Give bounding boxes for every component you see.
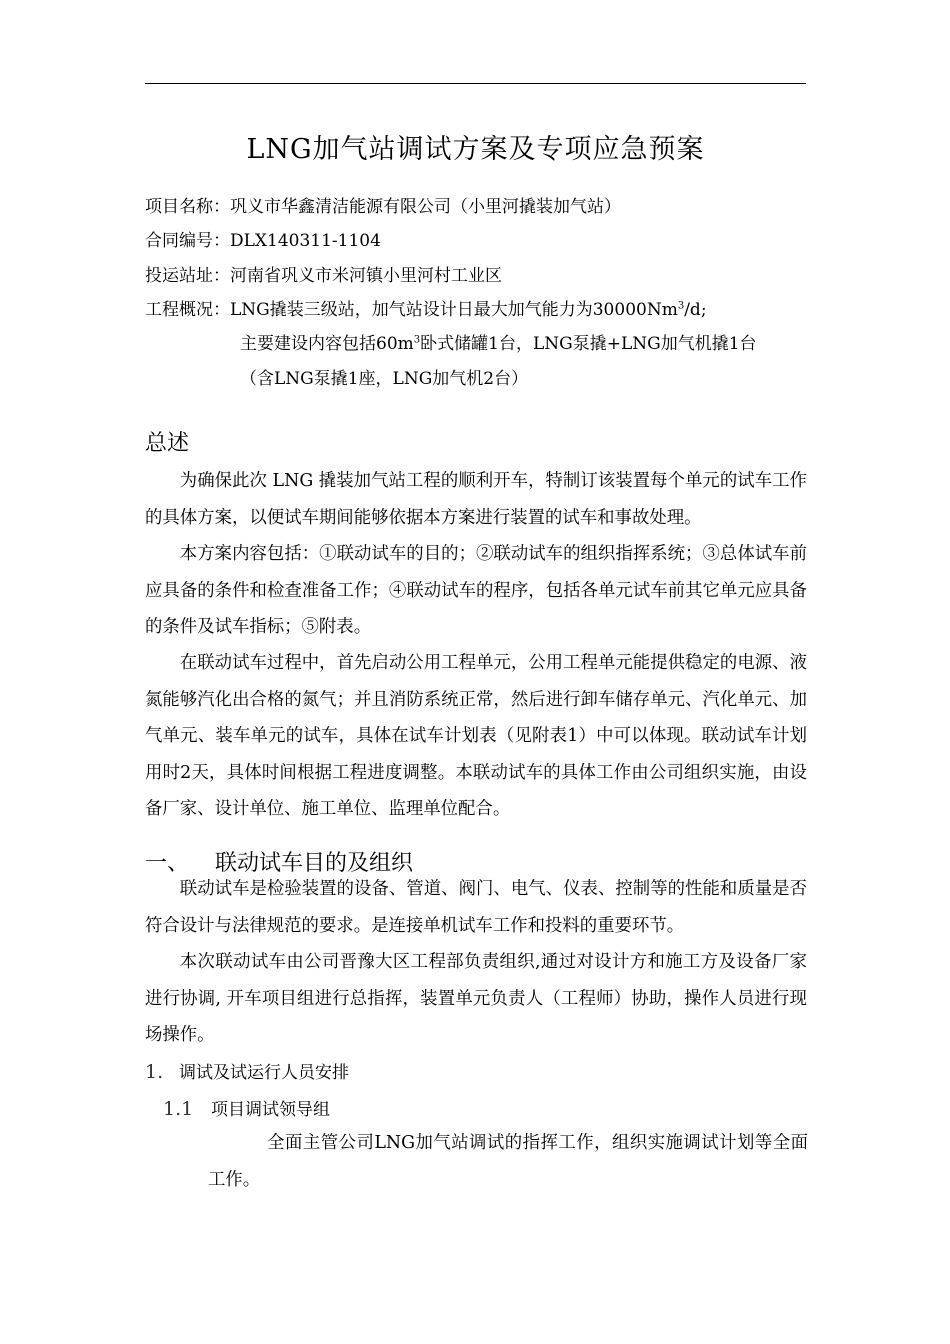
summary-paragraph-2: 本方案内容包括：①联动试车的目的；②联动试车的组织指挥系统；③总体试车前应具备的条件和检查准备工作；④联动试车的程序，包括各单元试车前其它单元应具备的条件及试车指标；⑤附表。 — [145, 544, 807, 638]
overview-line-3: （含LNG泵撬1座，LNG加气机2台） — [240, 369, 529, 389]
summary-heading: 总述 — [145, 431, 190, 456]
summary-paragraph-1: 为确保此次 LNG 撬装加气站工程的顺利开车，特制订该装置每个单元的试车工作的具体方案，以便试车期间能够依据本方案进行装置的试车和事故处理。 — [145, 471, 807, 528]
site-address-line: 投运站址：河南省巩义市米河镇小里河村工业区 — [145, 266, 502, 286]
contract-number-line: 合同编号：DLX140311-1104 — [145, 231, 381, 251]
subsection-1-number: 1. — [145, 1061, 164, 1083]
summary-paragraph-3: 在联动试车过程中，首先启动公用工程单元，公用工程单元能提供稳定的电源、液氮能够汽化出合格的氮气；并且消防系统正常，然后进行卸车储存单元、汽化单元、加气单元、装车单元的试车，具体在试车计划表（见附表1）中可以体现。联动试车计划用时2天，具体时间根据工程进度调整。本联动试车的具体工作由公司组织实施，由设备厂家、设计单位、施工单位、监理单位配合。 — [145, 653, 807, 820]
subsection-1-1-title: 项目调试领导组 — [211, 1100, 330, 1120]
section-1-number: 一、 — [145, 851, 190, 876]
overview-line-1-unit: /d; — [684, 300, 707, 320]
section-1-paragraph-1: 联动试车是检验装置的设备、管道、阀门、电气、仪表、控制等的性能和质量是否符合设计与法律规范的要求。是连接单机试车工作和投料的重要环节。 — [145, 879, 807, 936]
subsection-1-title: 调试及试运行人员安排 — [179, 1063, 349, 1083]
overview-line-1-superscript: 3 — [677, 300, 685, 312]
section-1-paragraph-2: 本次联动试车由公司晋豫大区工程部负责组织,通过对设计方和施工方及设备厂家进行协调, 开车项目组进行总指挥，装置单元负责人（工程师）协助，操作人员进行现场操作。 — [145, 952, 807, 1046]
overview-line-2-text: 主要建设内容包括60m — [240, 334, 414, 354]
document-title: LNG加气站调试方案及专项应急预案 — [246, 134, 705, 165]
subsection-1-1-number: 1.1 — [163, 1098, 194, 1120]
subsection-1-heading — [145, 1060, 349, 1085]
project-name-line: 项目名称：巩义市华鑫清洁能源有限公司（小里河撬装加气站） — [145, 197, 621, 217]
subsection-1-1-paragraph: 全面主管公司LNG加气站调试的指挥工作，组织实施调试计划等全面工作。 — [208, 1133, 808, 1190]
overview-line-1 — [145, 298, 707, 322]
overview-line-2 — [240, 332, 757, 356]
overview-line-2-rest: 卧式储罐1台，LNG泵撬+LNG加气机撬1台 — [420, 334, 757, 354]
section-1-title: 联动试车目的及组织 — [215, 851, 414, 876]
overview-line-2-superscript: 3 — [413, 334, 421, 346]
header-rule — [145, 83, 806, 84]
overview-line-1-text: 工程概况：LNG撬装三级站，加气站设计日最大加气能力为30000Nm — [145, 300, 678, 320]
subsection-1-1-heading — [163, 1097, 330, 1122]
